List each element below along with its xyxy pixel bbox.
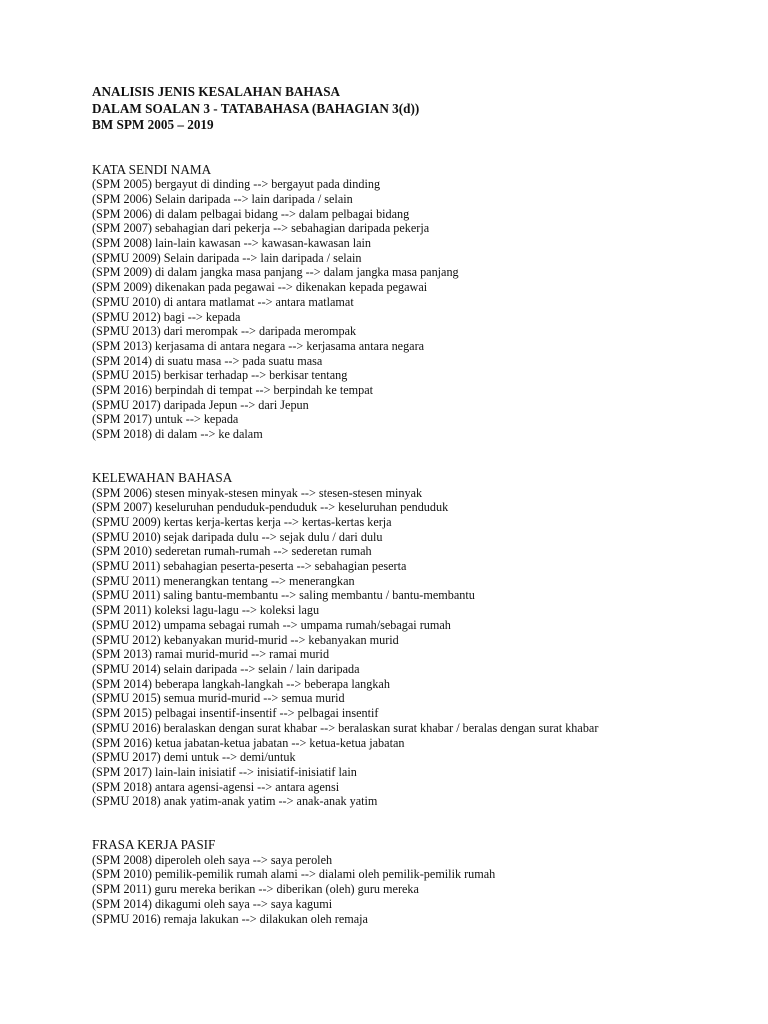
list-item: (SPM 2018) di dalam --> ke dalam	[92, 427, 263, 442]
list-item: (SPM 2014) dikagumi oleh saya --> saya kagumi	[92, 896, 333, 911]
list-item: (SPM 2006) Selain daripada --> lain daripada / selain	[92, 191, 353, 206]
list-item: (SPMU 2009) kertas kerja-kertas kerja --> kertas-kertas kerja	[92, 514, 392, 529]
list-item: (SPM 2016) berpindah di tempat --> berpindah ke tempat	[92, 383, 374, 398]
list-item: (SPM 2017) untuk --> kepada	[92, 412, 239, 427]
section	[92, 471, 752, 809]
list-item: (SPM 2018) antara agensi-agensi --> antara agensi	[92, 779, 340, 794]
list-item: (SPM 2005) bergayut di dinding --> bergayut pada dinding	[92, 177, 381, 192]
list-item: (SPM 2010) pemilik-pemilik rumah alami --> dialami oleh pemilik-pemilik rumah	[92, 867, 496, 882]
list-item: (SPM 2013) ramai murid-murid --> ramai murid	[92, 647, 330, 662]
list-item: (SPMU 2010) di antara matlamat --> antara matlamat	[92, 294, 354, 309]
list-item: (SPMU 2012) kebanyakan murid-murid --> kebanyakan murid	[92, 632, 399, 647]
list-item: (SPMU 2015) berkisar terhadap --> berkisar tentang	[92, 368, 348, 383]
list-item: (SPMU 2011) menerangkan tentang --> menerangkan	[92, 573, 355, 588]
title-line: DALAM SOALAN 3 - TATABAHASA (BAHAGIAN 3(d))	[92, 100, 420, 116]
list-item: (SPMU 2010) sejak daripada dulu --> sejak dulu / dari dulu	[92, 529, 383, 544]
sections-container	[92, 163, 752, 927]
list-item: (SPM 2017) lain-lain inisiatif --> inisiatif-inisiatif lain	[92, 764, 357, 779]
list-item: (SPMU 2013) dari merompak --> daripada merompak	[92, 324, 357, 339]
list-item: (SPM 2008) diperoleh oleh saya --> saya peroleh	[92, 852, 333, 867]
list-item: (SPM 2006) stesen minyak-stesen minyak --> stesen-stesen minyak	[92, 485, 423, 500]
section	[92, 163, 752, 442]
document-page	[92, 84, 752, 926]
list-item: (SPM 2008) lain-lain kawasan --> kawasan-kawasan lain	[92, 236, 371, 251]
section-heading: FRASA KERJA PASIF	[92, 837, 216, 853]
list-item: (SPMU 2012) bagi --> kepada	[92, 309, 241, 324]
title-line: BM SPM 2005 – 2019	[92, 117, 214, 132]
list-item: (SPM 2016) ketua jabatan-ketua jabatan --> ketua-ketua jabatan	[92, 735, 405, 750]
section-heading: KELEWAHAN BAHASA	[92, 469, 233, 485]
list-item: (SPMU 2016) remaja lakukan --> dilakukan oleh remaja	[92, 911, 368, 926]
list-item: (SPM 2009) di dalam jangka masa panjang --> dalam jangka masa panjang	[92, 265, 459, 280]
list-item: (SPM 2014) di suatu masa --> pada suatu masa	[92, 353, 323, 368]
list-item: (SPM 2011) koleksi lagu-lagu --> koleksi lagu	[92, 603, 320, 618]
list-item: (SPMU 2018) anak yatim-anak yatim --> anak-anak yatim	[92, 794, 378, 809]
list-item: (SPMU 2017) daripada Jepun --> dari Jepun	[92, 397, 309, 412]
list-item: (SPM 2014) beberapa langkah-langkah --> beberapa langkah	[92, 676, 390, 691]
list-item: (SPM 2011) guru mereka berikan --> diberikan (oleh) guru mereka	[92, 882, 419, 897]
list-item: (SPMU 2011) saling bantu-membantu --> saling membantu / bantu-membantu	[92, 588, 475, 603]
list-item: (SPM 2009) dikenakan pada pegawai --> dikenakan kepada pegawai	[92, 280, 428, 295]
list-item: (SPMU 2011) sebahagian peserta-peserta --> sebahagian peserta	[92, 559, 407, 574]
section-heading: KATA SENDI NAMA	[92, 161, 212, 177]
title-line: ANALISIS JENIS KESALAHAN BAHASA	[92, 84, 341, 99]
list-item: (SPMU 2015) semua murid-murid --> semua murid	[92, 691, 345, 706]
list-item: (SPMU 2009) Selain daripada --> lain daripada / selain	[92, 250, 362, 265]
document-title	[92, 84, 752, 134]
list-item: (SPM 2010) sederetan rumah-rumah --> sederetan rumah	[92, 544, 372, 559]
section	[92, 838, 752, 926]
list-item: (SPM 2015) pelbagai insentif-insentif --> pelbagai insentif	[92, 706, 379, 721]
list-item: (SPMU 2012) umpama sebagai rumah --> umpama rumah/sebagai rumah	[92, 617, 451, 632]
list-item: (SPM 2013) kerjasama di antara negara --> kerjasama antara negara	[92, 338, 425, 353]
list-item: (SPM 2007) sebahagian dari pekerja --> sebahagian daripada pekerja	[92, 221, 430, 236]
list-item: (SPM 2007) keseluruhan penduduk-penduduk --> keseluruhan penduduk	[92, 500, 449, 515]
list-item: (SPMU 2014) selain daripada --> selain / lain daripada	[92, 662, 360, 676]
list-item: (SPM 2006) di dalam pelbagai bidang --> dalam pelbagai bidang	[92, 206, 410, 221]
list-item: (SPMU 2017) demi untuk --> demi/untuk	[92, 750, 296, 765]
list-item: (SPMU 2016) beralaskan dengan surat khabar --> beralaskan surat khabar / beralas dengan surat khabar	[92, 720, 599, 735]
